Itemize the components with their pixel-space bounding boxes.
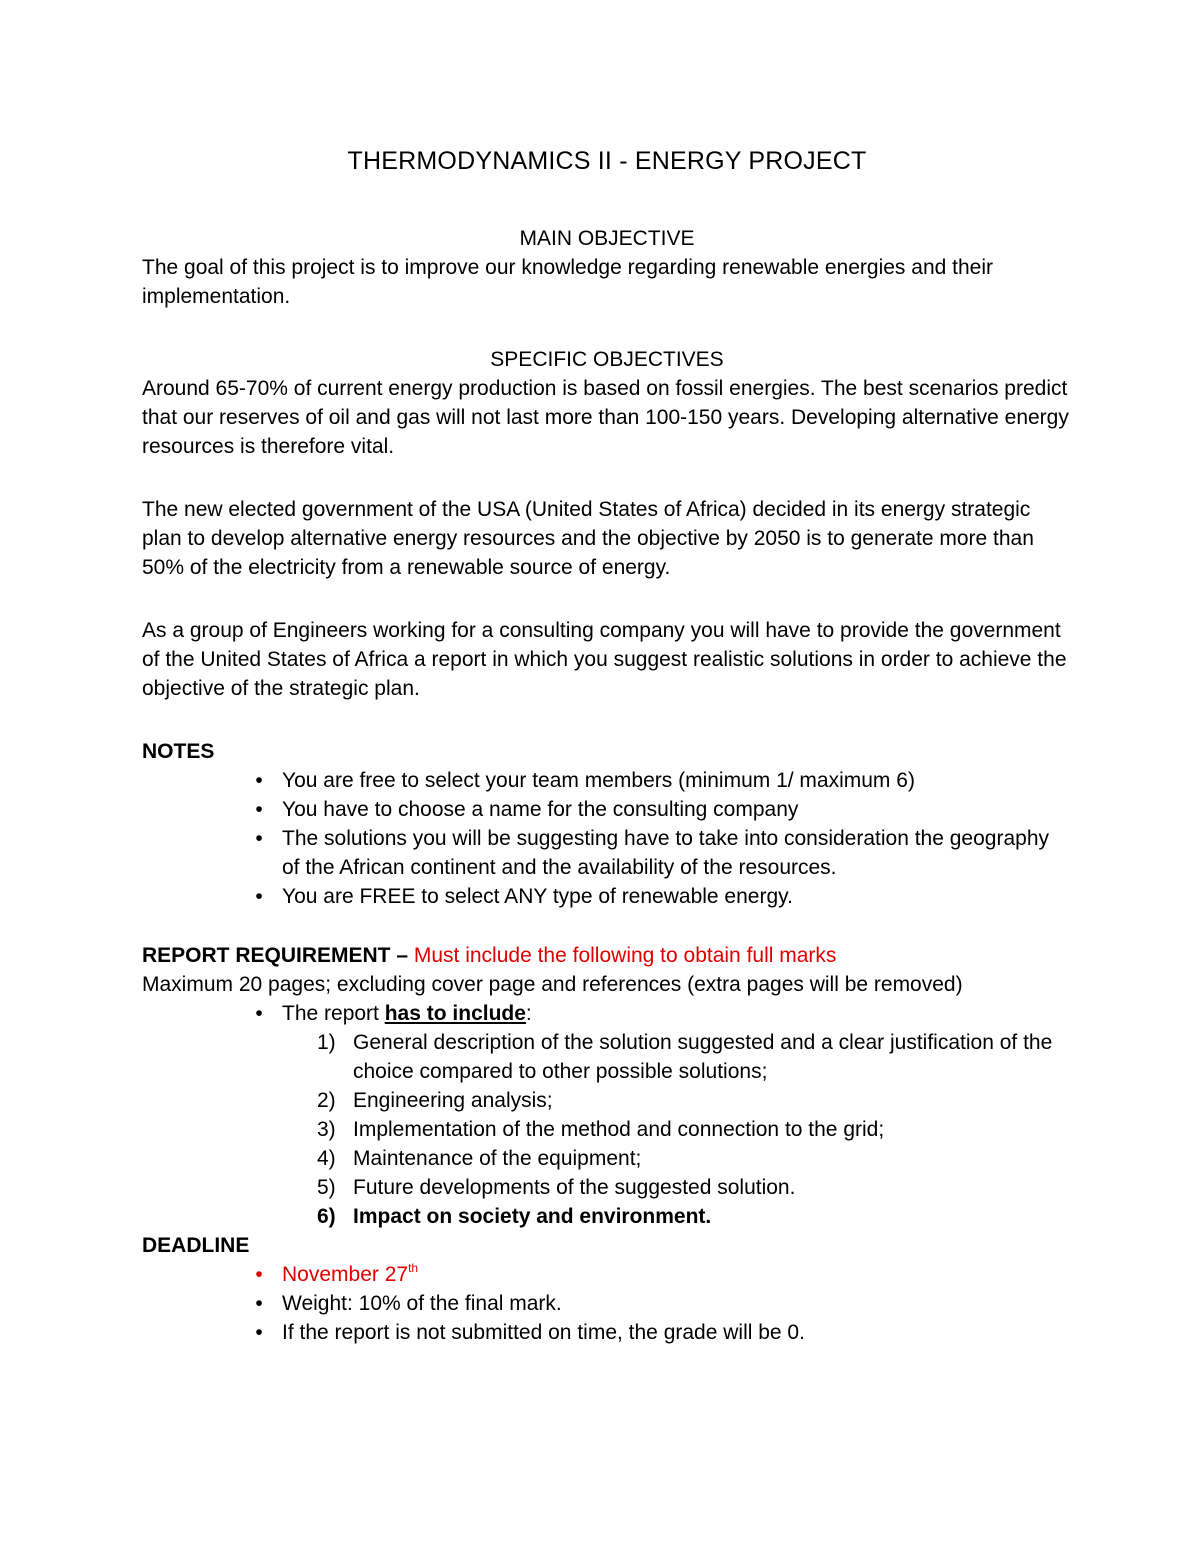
list-item xyxy=(255,766,1072,795)
bullet-icon: • xyxy=(255,827,263,850)
deadline-late-policy: If the report is not submitted on time, the grade will be 0. xyxy=(282,1321,805,1344)
list-item xyxy=(255,824,1072,882)
list-item xyxy=(317,1202,1072,1231)
report-max-pages: Maximum 20 pages; excluding cover page and references (extra pages will be removed) xyxy=(142,973,963,996)
report-heading-note: Must include the following to obtain full marks xyxy=(413,944,837,967)
item-text: Future developments of the suggested solution. xyxy=(353,1176,796,1199)
bullet-icon: • xyxy=(255,885,263,908)
list-item xyxy=(255,882,1072,911)
item-text: Impact on society and environment. xyxy=(353,1205,712,1228)
report-list xyxy=(142,999,1072,1028)
list-item xyxy=(317,1144,1072,1173)
specific-objectives-paragraph-3: As a group of Engineers working for a consulting company you will have to provide the government of the United States of Africa a report in which you suggest realistic solutions in order to achieve the objective of the strategic plan. xyxy=(142,619,1067,700)
bullet-icon: • xyxy=(255,1002,263,1025)
report-requirements-list xyxy=(142,1028,1072,1231)
report-include-prefix: The report xyxy=(282,1002,379,1025)
deadline-date-suffix: th xyxy=(408,1261,419,1275)
item-number: 3) xyxy=(317,1118,336,1141)
item-number: 1) xyxy=(317,1031,336,1054)
deadline-weight: Weight: 10% of the final mark. xyxy=(282,1292,562,1315)
notes-list xyxy=(142,766,1072,911)
item-text: Maintenance of the equipment; xyxy=(353,1147,642,1170)
list-item xyxy=(255,1289,1072,1318)
item-number: 4) xyxy=(317,1147,336,1170)
specific-objectives-paragraph-2: The new elected government of the USA (United States of Africa) decided in its energy strategic plan to develop alternative energy resources and the objective by 2050 is to generate more than 50% of the electricity from a renewable source of energy. xyxy=(142,498,1034,579)
list-item xyxy=(255,795,1072,824)
specific-objectives-heading: SPECIFIC OBJECTIVES xyxy=(490,348,724,371)
bullet-icon: • xyxy=(255,1292,263,1315)
list-item xyxy=(317,1115,1072,1144)
list-item xyxy=(255,1260,1072,1289)
bullet-icon: • xyxy=(255,769,263,792)
notes-item-text: You are free to select your team members (minimum 1/ maximum 6) xyxy=(282,769,915,792)
item-text: Engineering analysis; xyxy=(353,1089,553,1112)
notes-item-text: The solutions you will be suggesting have to take into consideration the geography of the African continent and the availability of the resources. xyxy=(282,827,1049,879)
document-title: THERMODYNAMICS II - ENERGY PROJECT xyxy=(347,147,867,175)
deadline-date: November 27 xyxy=(282,1263,409,1286)
report-include-suffix: : xyxy=(525,1002,532,1025)
main-objective-heading: MAIN OBJECTIVE xyxy=(519,227,695,250)
item-number: 5) xyxy=(317,1176,336,1199)
list-item xyxy=(317,1028,1072,1086)
item-number: 6) xyxy=(317,1205,336,1228)
deadline-list xyxy=(142,1260,1072,1347)
item-number: 2) xyxy=(317,1089,336,1112)
bullet-icon: • xyxy=(255,1321,263,1344)
report-include-emph: has to include xyxy=(384,1002,526,1025)
item-text: General description of the solution suggested and a clear justification of the choice compared to other possible solutions; xyxy=(353,1031,1053,1083)
bullet-icon: • xyxy=(255,798,263,821)
list-item xyxy=(317,1173,1072,1202)
list-item xyxy=(255,999,1072,1028)
report-heading: REPORT REQUIREMENT – xyxy=(142,944,409,967)
list-item xyxy=(317,1086,1072,1115)
specific-objectives-paragraph-1: Around 65-70% of current energy production is based on fossil energies. The best scenarios predict that our reserves of oil and gas will not last more than 100-150 years. Developing alternative energy resources is therefore vital. xyxy=(142,377,1069,458)
notes-heading: NOTES xyxy=(142,740,215,763)
item-text: Implementation of the method and connection to the grid; xyxy=(353,1118,885,1141)
deadline-heading: DEADLINE xyxy=(142,1234,250,1257)
document-body xyxy=(142,144,1072,1347)
main-objective-text: The goal of this project is to improve our knowledge regarding renewable energies and their implementation. xyxy=(142,256,993,308)
notes-item-text: You are FREE to select ANY type of renewable energy. xyxy=(282,885,793,908)
report-heading-line xyxy=(142,941,1072,970)
list-item xyxy=(255,1318,1072,1347)
bullet-icon: • xyxy=(255,1263,263,1286)
notes-item-text: You have to choose a name for the consulting company xyxy=(282,798,799,821)
